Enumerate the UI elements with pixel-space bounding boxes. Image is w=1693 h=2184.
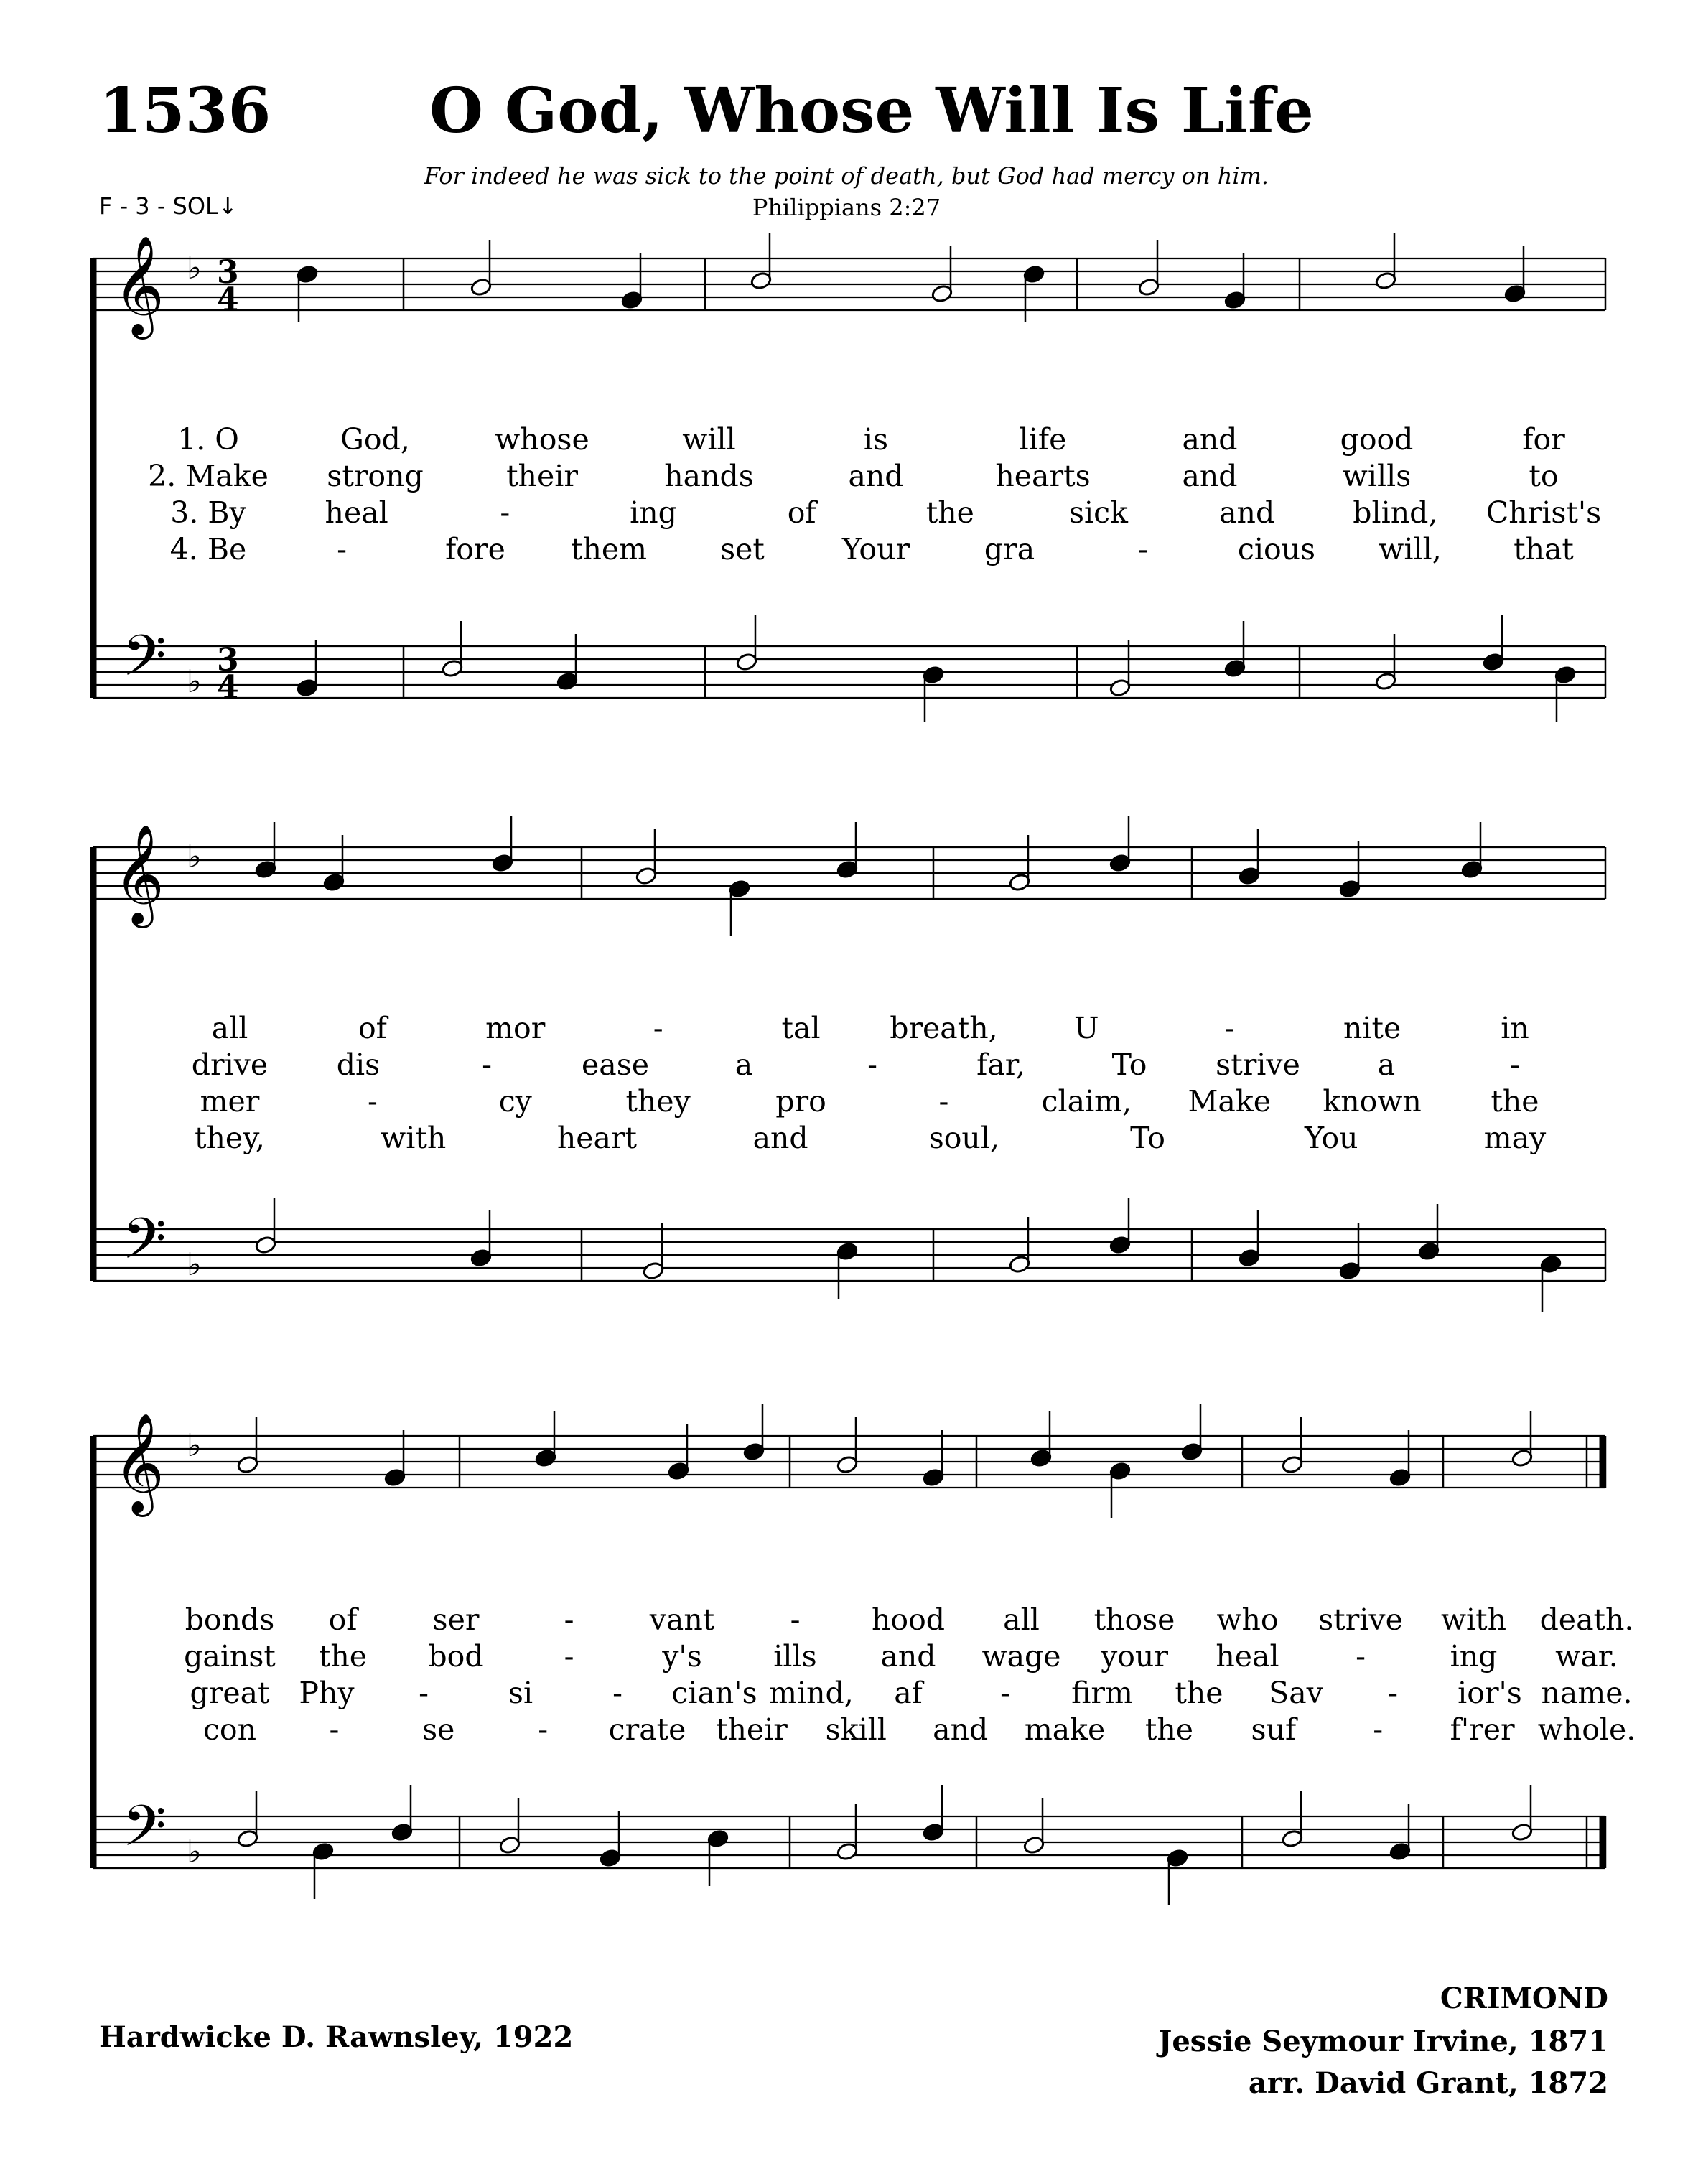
note [312,1842,335,1899]
note [323,835,345,892]
lyric-syllable: ing [630,495,677,530]
lyric-syllable: - [790,1602,801,1637]
lyric-syllable: known [1323,1084,1422,1119]
lyric-syllable: ease [581,1047,650,1082]
lyric-syllable: sick [1069,495,1128,530]
note [1009,835,1031,892]
note [621,253,643,309]
lyric-syllable: suf [1251,1712,1297,1747]
lyric-syllable: firm [1071,1676,1133,1710]
lyric-syllable: - [419,1676,429,1710]
flat-icon: ♭ [187,1246,202,1283]
bass-clef-icon: 𝄢 [122,622,167,703]
note [492,816,514,872]
note [1224,621,1246,678]
lyric-syllable: dis [336,1047,381,1082]
note [1540,1255,1562,1312]
note [1109,816,1132,872]
lyric-syllable: ing [1450,1639,1498,1674]
hymn-number: 1536 [99,75,271,147]
lyric-syllable: your [1101,1639,1168,1674]
time-signature-numerator: 3 [217,642,239,678]
bass-staff [93,1816,1605,1868]
note [499,1798,521,1854]
note [1375,634,1397,691]
note [836,1242,859,1299]
bass-clef-icon: 𝄢 [122,1793,167,1873]
lyric-syllable: and [1219,495,1275,530]
lyric-syllable: who [1216,1602,1279,1637]
lyric-syllable: - [1388,1676,1398,1710]
note [750,233,773,290]
note [923,1785,945,1842]
note [1418,1204,1440,1261]
note [255,1198,277,1254]
lyric-syllable: To [1111,1047,1147,1082]
lyric-syllable: cious [1237,532,1316,566]
lyric-syllable: they, [195,1121,265,1155]
lyric-syllable: nite [1343,1011,1401,1045]
lyric-syllable: strong [327,459,424,493]
lyric-syllable: will, [1379,532,1442,566]
tune-name: CRIMOND [1440,1982,1608,2015]
note [1282,1417,1304,1474]
note [836,1804,859,1861]
lyric-syllable: strive [1216,1047,1300,1082]
lyric-syllable: se [422,1712,455,1747]
lyric-syllable: whose [495,422,589,457]
note [1389,1804,1412,1861]
lyric-syllable: whole. [1537,1712,1636,1747]
lyric-syllable: vant [649,1602,715,1637]
note [1282,1791,1304,1848]
note [707,1829,729,1886]
note [600,1811,622,1867]
epigraph-reference: Philippians 2:27 [752,194,941,221]
lyric-syllable: wills [1342,459,1412,493]
note [535,1411,557,1467]
lyric-syllable: the [925,495,974,530]
lyric-syllable: and [933,1712,989,1747]
lyric-syllable: Christ's [1486,495,1602,530]
lyric-syllable: those [1093,1602,1175,1637]
lyric-syllable: all [211,1011,248,1045]
note [1109,640,1132,697]
time-signature-denominator: 4 [217,281,239,318]
lyric-syllable: wage [981,1639,1061,1674]
note [237,1791,259,1848]
note [1339,1223,1361,1280]
lyric-syllable: and [1182,459,1238,493]
lyric-syllable: f'rer [1450,1712,1515,1747]
lyric-syllable: to [1529,459,1559,493]
note [1239,829,1261,885]
lyric-syllable: - [1000,1676,1010,1710]
lyric-syllable: claim, [1041,1084,1132,1119]
note [470,240,493,297]
lyric-syllable: that [1514,532,1574,566]
lyric-syllable: blind, [1353,495,1438,530]
lyric-syllable: - [500,495,510,530]
lyric-syllable: You [1304,1121,1358,1155]
lyric-syllable: of [787,495,816,530]
flat-icon: ♭ [187,250,202,286]
treble-clef-icon: 𝄞 [113,235,164,335]
lyric-syllable: To [1130,1121,1165,1155]
note [1030,1411,1053,1467]
lyric-syllable: hands [664,459,754,493]
lyric-syllable: - [538,1712,549,1747]
note [1009,1217,1031,1274]
bass-clef-icon: 𝄢 [122,1205,167,1286]
flat-icon: ♭ [187,1427,202,1464]
note [297,265,319,322]
lyric-syllable: - [482,1047,492,1082]
lyric-syllable: - [653,1011,663,1045]
lyric-syllable: may [1483,1121,1547,1155]
lyric-syllable: ills [773,1639,817,1674]
lyric-syllable: set [720,532,765,566]
author-credit: Hardwicke D. Rawnsley, 1922 [99,2020,574,2054]
note [237,1417,259,1474]
lyric-syllable: is [863,422,889,457]
note [1504,246,1526,303]
lyric-syllable: mind, [769,1676,854,1710]
lyric-syllable: gainst [184,1639,276,1674]
lyric-syllable: Your [841,532,910,566]
lyric-syllable: 3. By [170,495,246,530]
lyric-syllable: skill [825,1712,887,1747]
note [736,615,758,671]
lyric-syllable: war. [1555,1639,1618,1674]
lyric-syllable: heal [1216,1639,1279,1674]
lyric-syllable: name. [1541,1676,1633,1710]
lyric-syllable: crate [608,1712,686,1747]
lyric-syllable: 2. Make [148,459,269,493]
note [635,829,658,885]
note [923,1430,945,1487]
lyric-syllable: ser [432,1602,480,1637]
lyric-syllable: mor [485,1011,546,1045]
lyric-syllable: breath, [890,1011,998,1045]
lyric-syllable: - [564,1639,574,1674]
lyric-syllable: - [612,1676,622,1710]
lyric-syllable: in [1501,1011,1529,1045]
lyric-syllable: them [570,532,648,566]
note [1224,253,1246,309]
lyric-syllable: - [337,532,347,566]
lyric-syllable: - [329,1712,340,1747]
lyric-syllable: for [1522,422,1565,457]
lyric-syllable: life [1019,422,1067,457]
note [1023,1798,1045,1854]
note [1375,233,1397,290]
lyric-syllable: con [202,1712,257,1747]
note [297,640,319,697]
lyric-syllable: make [1024,1712,1106,1747]
lyric-syllable: their [715,1712,788,1747]
note [668,1424,690,1480]
lyric-syllable: 1. O [177,422,239,457]
lyric-syllable: gra [984,532,1035,566]
note [1138,240,1160,297]
note [556,634,579,691]
lyric-syllable: bod [428,1639,484,1674]
note [1511,1411,1534,1467]
lyric-syllable: - [867,1047,877,1082]
lyric-syllable: hearts [995,459,1091,493]
note [470,1210,493,1267]
lyric-syllable: Sav [1269,1676,1323,1710]
lyric-syllable: hood [871,1602,946,1637]
lyric-syllable: a [734,1047,753,1082]
lyric-syllable: great [190,1676,270,1710]
note [1339,841,1361,898]
epigraph-text: For indeed he was sick to the point of death, but God had mercy on him. [424,162,1269,190]
key-indicator: F - 3 - SOL↓ [99,192,238,220]
lyric-syllable: soul, [928,1121,999,1155]
lyric-syllable: strive [1318,1602,1403,1637]
note [1461,822,1483,879]
flat-icon: ♭ [187,1834,202,1870]
note [923,666,945,722]
lyric-syllable: with [381,1121,447,1155]
lyric-syllable: the [1491,1084,1539,1119]
note [836,822,859,879]
lyric-syllable: heart [556,1121,638,1155]
lyric-syllable: - [1224,1011,1235,1045]
lyric-syllable: and [1182,422,1238,457]
flat-icon: ♭ [187,663,202,700]
lyric-syllable: will [682,422,736,457]
lyric-syllable: - [1373,1712,1384,1747]
lyric-syllable: all [1003,1602,1040,1637]
note [391,1785,414,1842]
lyric-syllable: y's [662,1639,702,1674]
lyric-syllable: af [894,1676,923,1710]
lyric-syllable: pro [775,1084,826,1119]
lyric-syllable: and [848,459,904,493]
lyric-syllable: the [1175,1676,1223,1710]
time-signature-numerator: 3 [217,254,239,291]
lyric-syllable: a [1377,1047,1396,1082]
lyric-syllable: drive [191,1047,269,1082]
lyric-syllable: - [1138,532,1148,566]
note [442,621,464,678]
lyric-syllable: U [1074,1011,1099,1045]
lyric-syllable: they [625,1084,691,1119]
lyric-syllable: mer [200,1084,260,1119]
note [729,879,751,936]
lyric-syllable: - [367,1084,378,1119]
treble-clef-icon: 𝄞 [113,1413,164,1513]
lyric-syllable: and [880,1639,936,1674]
lyric-syllable: cian's [671,1676,757,1710]
note [743,1404,765,1461]
note [1109,1198,1132,1254]
lyric-syllable: - [1356,1639,1366,1674]
note [1023,265,1045,322]
note [1554,666,1577,722]
time-signature-denominator: 4 [217,669,239,706]
note [1511,1785,1534,1842]
hymn-title: O God, Whose Will Is Life [429,75,1314,147]
note [1239,1210,1261,1267]
lyric-syllable: death. [1539,1602,1634,1637]
lyric-syllable: heal [325,495,388,530]
note [384,1430,406,1487]
lyric-syllable: Make [1188,1084,1271,1119]
note [1389,1430,1412,1487]
note [1181,1404,1203,1461]
lyric-syllable: of [358,1011,387,1045]
composer-credit: Jessie Seymour Irvine, 1871 [1158,2025,1608,2058]
lyric-syllable: tal [781,1011,821,1045]
lyric-syllable: - [938,1084,949,1119]
bass-staff [93,646,1605,698]
treble-clef-icon: 𝄞 [113,824,164,924]
note [255,822,277,879]
lyric-syllable: their [506,459,578,493]
lyric-syllable: Phy [299,1676,355,1710]
lyric-syllable: fore [445,532,505,566]
lyric-syllable: si [508,1676,533,1710]
lyric-syllable: good [1340,422,1414,457]
note [643,1223,665,1280]
lyric-syllable: bonds [185,1602,275,1637]
lyric-syllable: God, [340,422,410,457]
lyric-syllable: cy [498,1084,532,1119]
lyric-syllable: and [752,1121,808,1155]
lyric-syllable: 4. Be [169,532,247,566]
lyric-syllable: the [1144,1712,1194,1747]
lyric-syllable: the [318,1639,368,1674]
lyric-syllable: - [1510,1047,1520,1082]
note [836,1417,859,1474]
note [931,246,953,303]
arranger-credit: arr. David Grant, 1872 [1248,2066,1608,2100]
lyric-syllable: - [564,1602,574,1637]
lyric-syllable: ior's [1458,1676,1522,1710]
note [1109,1462,1132,1518]
lyric-syllable: with [1440,1602,1507,1637]
lyric-syllable: of [328,1602,358,1637]
note [1483,615,1505,671]
lyric-syllable: far, [976,1047,1025,1082]
flat-icon: ♭ [187,839,202,875]
note [1167,1849,1189,1905]
